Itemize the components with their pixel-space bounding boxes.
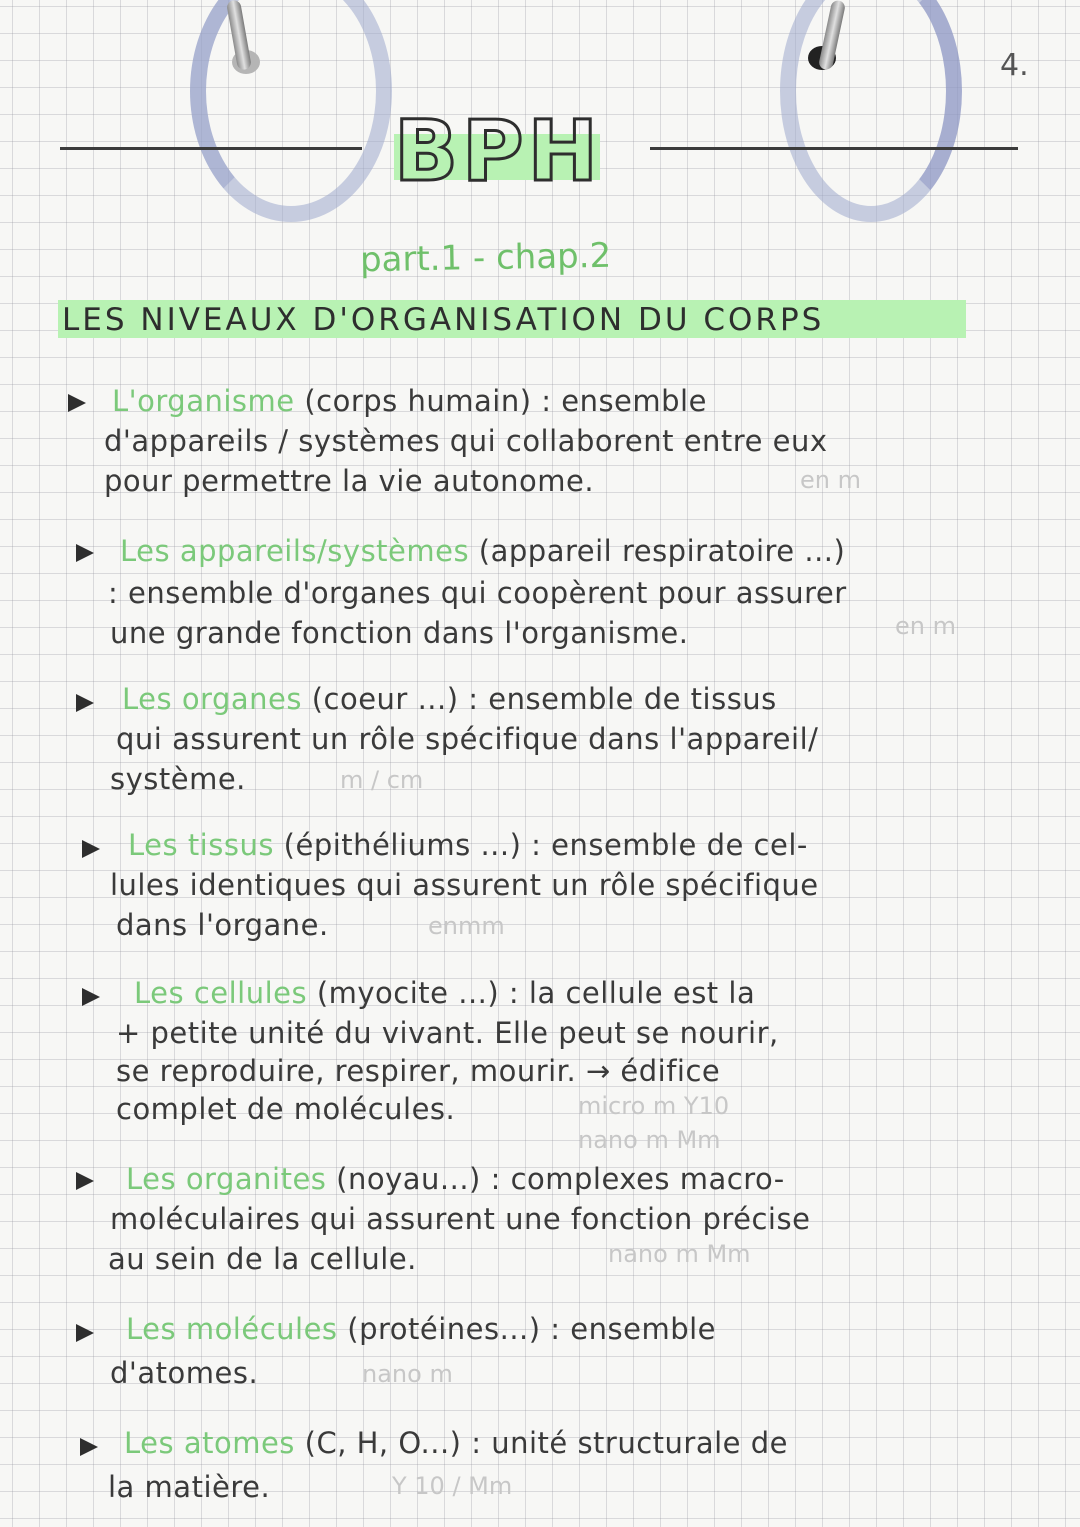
bullet-icon (76, 1324, 94, 1342)
entry-line: Les molécules (protéines...) : ensemble (126, 1312, 717, 1346)
pencil-note: m / cm (340, 766, 424, 794)
entry-line: se reproduire, respirer, mourir. → édifice (116, 1054, 721, 1088)
entry-term: Les molécules (126, 1312, 338, 1346)
section-heading: LES NIVEAUX D'ORGANISATION DU CORPS (62, 302, 825, 338)
page-number: 4. (1000, 48, 1029, 83)
chapter-subtitle: part.1 - chap.2 (359, 235, 612, 281)
entry-line: Les atomes (C, H, O...) : unité structurale de (124, 1426, 788, 1460)
entry-line: une grande fonction dans l'organisme. (110, 616, 689, 650)
entry-term: Les organes (122, 682, 302, 716)
entry-line: : ensemble d'organes qui coopèrent pour assurer (108, 576, 847, 610)
entry-line: + petite unité du vivant. Elle peut se nourir, (116, 1016, 779, 1050)
entry-line: complet de molécules. (116, 1092, 456, 1126)
pencil-note: enmm (428, 912, 505, 940)
title-block (388, 96, 618, 206)
entry-term: Les cellules (134, 976, 308, 1010)
entry-line: L'organisme (corps humain) : ensemble (112, 384, 707, 418)
entry-line: la matière. (108, 1470, 271, 1504)
entry-term: Les organites (126, 1162, 327, 1196)
pencil-note: Y 10 / Mm (392, 1472, 513, 1500)
entry-line: dans l'organe. (116, 908, 329, 942)
entry-line: pour permettre la vie autonome. (104, 464, 595, 498)
title-rule-right (650, 147, 1018, 150)
pencil-note: micro m Y10 (578, 1092, 730, 1120)
entry-term: Les atomes (124, 1426, 295, 1460)
entry-line: d'atomes. (110, 1356, 259, 1390)
entry-line: qui assurent un rôle spécifique dans l'appareil/ (116, 722, 819, 756)
entry-line: Les tissus (épithéliums ...) : ensemble de cel- (128, 828, 808, 862)
binder-ring-right (780, 0, 962, 222)
pencil-note: nano m (362, 1360, 453, 1388)
title-rule-left (60, 147, 362, 150)
entry-term: L'organisme (112, 384, 295, 418)
entry-line: Les organites (noyau...) : complexes macro- (126, 1162, 785, 1196)
binder-ring-left (190, 0, 392, 222)
pencil-note: nano m Mm (608, 1240, 751, 1268)
entry-line: système. (110, 762, 246, 796)
bullet-icon (80, 1438, 98, 1456)
entry-line: d'appareils / systèmes qui collaborent entre eux (104, 424, 828, 458)
page-title: BPH (394, 102, 602, 200)
entry-line: moléculaires qui assurent une fonction précise (110, 1202, 811, 1236)
pencil-note: en m (800, 466, 861, 494)
entry-line: Les appareils/systèmes (appareil respiratoire ...) (120, 534, 846, 568)
entry-line: Les organes (coeur ...) : ensemble de tissus (122, 682, 777, 716)
entry-line: Les cellules (myocite ...) : la cellule est la (134, 976, 756, 1010)
bullet-icon (76, 694, 94, 712)
bullet-icon (68, 394, 86, 412)
entry-line: au sein de la cellule. (108, 1242, 417, 1276)
entry-term: Les appareils/systèmes (120, 534, 470, 568)
entry-line: lules identiques qui assurent un rôle spécifique (110, 868, 819, 902)
pencil-note: nano m Mm (578, 1126, 721, 1154)
bullet-icon (76, 1172, 94, 1190)
bullet-icon (82, 840, 100, 858)
bullet-icon (82, 988, 100, 1006)
entry-term: Les tissus (128, 828, 274, 862)
pencil-note: en m (895, 612, 956, 640)
bullet-icon (76, 544, 94, 562)
